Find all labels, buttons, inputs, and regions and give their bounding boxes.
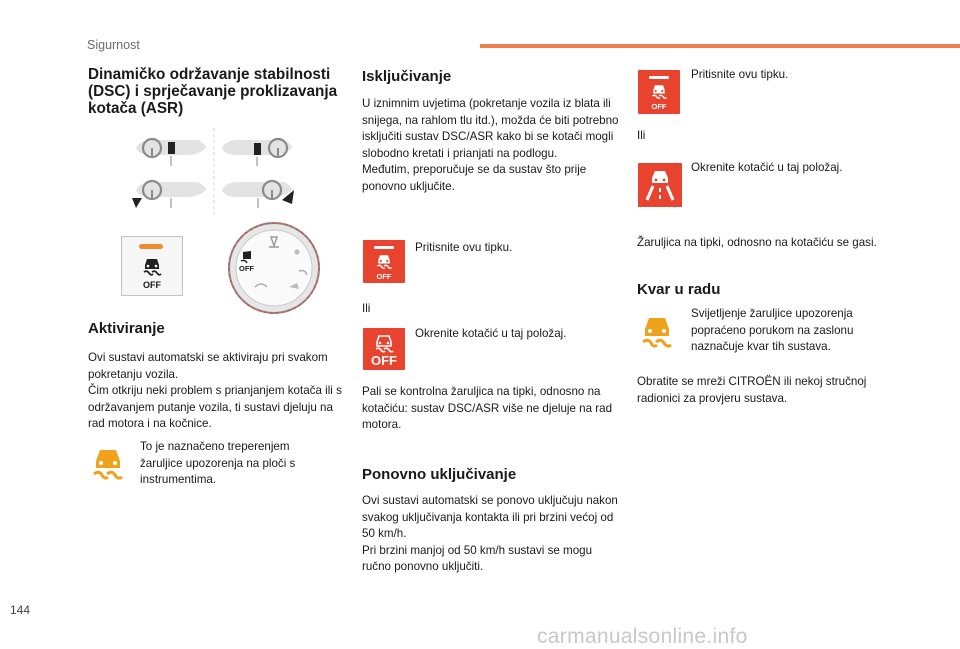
button-off-label: OFF: [143, 280, 161, 290]
off-heading: Isključivanje: [362, 68, 452, 85]
on-heading: Ponovno uključivanje: [362, 466, 517, 483]
page-title: Dinamičko održavanje stabilnosti (DSC) i sprječavanje proklizavanja kotača (ASR): [88, 66, 338, 117]
dial-off-icon-label: OFF: [371, 353, 397, 368]
fault-heading: Kvar u radu: [637, 281, 721, 298]
press-button-text-2: Pritisnite ovu tipku.: [691, 68, 789, 81]
on-text: [362, 493, 620, 576]
page-number: 144: [10, 603, 31, 617]
warning-note: To je naznačeno treperenjem žaruljice upozorenja na ploči s instrumentima.: [140, 440, 296, 486]
fault-note: Svijetljenje žaruljice upozorenja popraćeno porukom na zaslonu naznačuje kvar tih sustava.: [691, 307, 854, 353]
activation-paragraph-2: Čim otkriju neki problem s prianjanjem kotača ili s održavanjem putanje vozila, ti sustavi djeluju na rad motora i na kočnice.: [88, 384, 342, 430]
drive-mode-dial-illustration: [227, 221, 321, 315]
or-text: Ili: [362, 302, 371, 315]
activation-text: [88, 350, 346, 433]
activation-heading: Aktiviranje: [88, 320, 165, 337]
watermark: carmanualsonline.info: [537, 625, 748, 648]
header-accent-bar: [480, 44, 960, 48]
section-label: Sigurnost: [87, 38, 140, 52]
reactivate-icon-label: OFF: [651, 102, 667, 111]
lamp-off-text: Žaruljica na tipki, odnosno na kotačiću se gasi.: [637, 236, 877, 249]
activation-paragraph-1: Ovi sustavi automatski se aktiviraju pri svakom pokretanju vozila.: [88, 351, 328, 381]
on-paragraph-1: Ovi sustavi automatski se ponovo uključuju nakon svakog uključivanja kontakta ili pri brzini većoj od 50 km/h.: [362, 494, 618, 540]
dial-off-label: OFF: [239, 264, 254, 273]
dsc-off-button-illustration: [121, 236, 183, 296]
off-result-text: Pali se kontrolna žaruljica na tipki, odnosno na kotačiću: sustav DSC/ASR više ne djeluje na rad motora.: [362, 385, 613, 431]
on-paragraph-2: Pri brzini manjoj od 50 km/h sustavi se mogu ručno ponovno uključiti.: [362, 543, 593, 573]
press-button-text: Pritisnite ovu tipku.: [415, 241, 513, 254]
dsc-off-button-icon: [363, 240, 405, 283]
off-paragraph-1: U iznimnim uvjetima (pokretanje vozila iz blata ili snijega, na rahlom tlu itd.), možda će biti potrebno isključiti sustav DSC/ASR kako bi se kotači mogli slobodno kretati i prianjati na podlogu.: [362, 97, 619, 160]
dsc-off-button-icon-reactivate: [638, 70, 680, 114]
off-paragraph-2: Međutim, preporučuje se da sustav što prije ponovno uključite.: [362, 163, 587, 193]
off-text: [362, 96, 620, 195]
wheel-slip-illustration: [130, 128, 300, 216]
dsc-warning-lamp-icon: [91, 446, 125, 482]
off-icon-label: OFF: [376, 272, 392, 281]
road-mode-icon: [638, 163, 682, 207]
skidding-car-icon: [141, 255, 163, 277]
fault-action: Obratite se mreži CITROËN ili nekoj stručnoj radionici za provjeru sustava.: [637, 375, 867, 405]
dsc-fault-warning-icon: [640, 314, 674, 350]
or-text-2: Ili: [637, 129, 646, 142]
button-indicator-lamp: [139, 244, 163, 249]
dial-off-position-icon: [363, 328, 405, 370]
turn-dial-text-2: Okrenite kotačić u taj položaj.: [691, 161, 843, 174]
turn-dial-text: Okrenite kotačić u taj položaj.: [415, 327, 567, 340]
